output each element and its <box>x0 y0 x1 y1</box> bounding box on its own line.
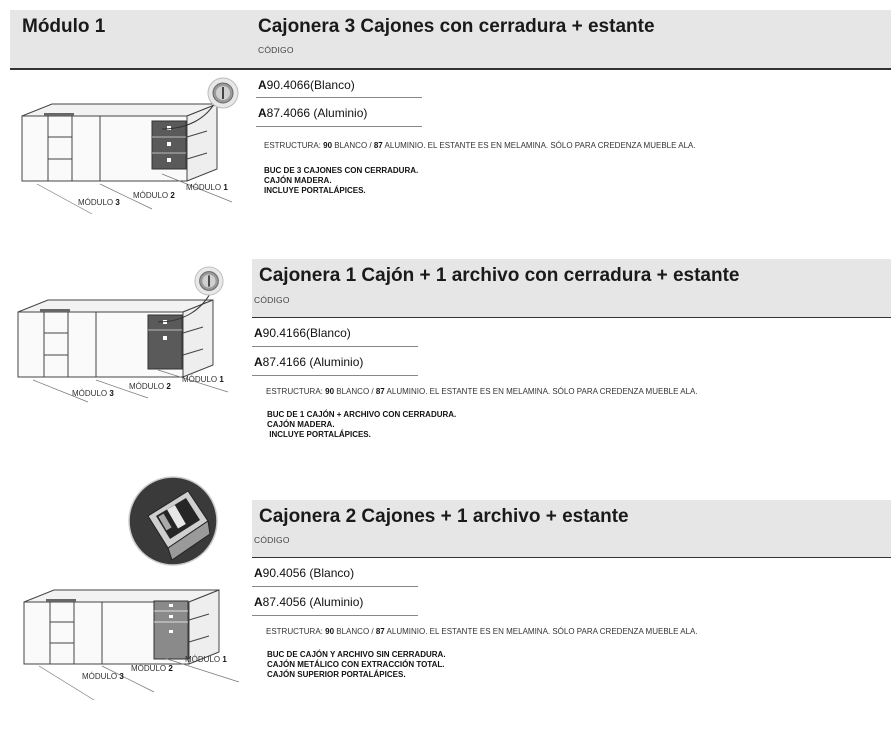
section-3-code-blanco: A90.4056 (Blanco) <box>254 566 355 580</box>
section-3-module-3-label: MÓDULO 3 <box>82 672 124 681</box>
section-2-code-blanco: A90.4166(Blanco) <box>254 326 351 340</box>
section-1-module-1-label: MÓDULO 1 <box>186 183 228 192</box>
section-3-credenza-illustration <box>14 560 254 710</box>
section-3-title: Cajonera 2 Cajones + 1 archivo + estante <box>259 506 629 527</box>
section-1-lock-icon <box>207 77 239 109</box>
section-1-title: Cajonera 3 Cajones con cerradura + estante <box>258 16 655 37</box>
section-3-code-aluminio: A87.4056 (Aluminio) <box>254 595 364 609</box>
section-2-lock-icon <box>194 266 224 296</box>
section-2-title: Cajonera 1 Cajón + 1 archivo con cerradura + estante <box>259 265 740 286</box>
section-3-description: BUC DE CAJÓN Y ARCHIVO SIN CERRADURA. CAJÓN METÁLICO CON EXTRACCIÓN TOTAL. CAJÓN SUPERIOR PORTALÁPICES. <box>267 650 446 679</box>
section-2-code-line-1 <box>252 346 418 347</box>
section-3-module-2-label: MÓDULO 2 <box>131 664 173 673</box>
module-title: Módulo 1 <box>22 16 106 37</box>
section-1-codigo-label: CÓDIGO <box>258 45 294 55</box>
section-1-code-line-1 <box>256 97 422 98</box>
section-2-code-aluminio: A87.4166 (Aluminio) <box>254 355 364 369</box>
section-1-module-2-label: MÓDULO 2 <box>133 191 175 200</box>
header-rule <box>10 68 891 70</box>
section-2-module-1-label: MÓDULO 1 <box>182 375 224 384</box>
section-2-module-3-label: MÓDULO 3 <box>72 389 114 398</box>
section-3-drawer-photo <box>128 476 218 566</box>
section-1-code-blanco: A90.4066(Blanco) <box>258 78 355 92</box>
section-1-description: BUC DE 3 CAJONES CON CERRADURA. CAJÓN MADERA. INCLUYE PORTALÁPICES. <box>264 166 419 195</box>
section-1-code-line-2 <box>256 126 422 127</box>
section-2-rule <box>252 317 891 318</box>
section-1-code-aluminio: A87.4066 (Aluminio) <box>258 106 368 120</box>
section-3-rule <box>252 557 891 558</box>
section-3-module-1-label: MÓDULO 1 <box>185 655 227 664</box>
section-2-module-2-label: MÓDULO 2 <box>129 382 171 391</box>
section-1-structure: ESTRUCTURA: 90 BLANCO / 87 ALUMINIO. EL ESTANTE ES EN MELAMINA. SÓLO PARA CREDENZA MUEBLE ALA. <box>264 141 696 150</box>
section-1-module-3-label: MÓDULO 3 <box>78 198 120 207</box>
section-2-structure: ESTRUCTURA: 90 BLANCO / 87 ALUMINIO. EL ESTANTE ES EN MELAMINA. SÓLO PARA CREDENZA MUEBLE ALA. <box>266 387 698 396</box>
section-3-codigo-label: CÓDIGO <box>254 535 290 545</box>
section-2-codigo-label: CÓDIGO <box>254 295 290 305</box>
section-2-description: BUC DE 1 CAJÓN + ARCHIVO CON CERRADURA. CAJÓN MADERA. INCLUYE PORTALÁPICES. <box>267 410 457 439</box>
section-3-structure: ESTRUCTURA: 90 BLANCO / 87 ALUMINIO. EL ESTANTE ES EN MELAMINA. SÓLO PARA CREDENZA MUEBLE ALA. <box>266 627 698 636</box>
section-2-code-line-2 <box>252 375 418 376</box>
section-3-code-line-1 <box>252 586 418 587</box>
section-3-code-line-2 <box>252 615 418 616</box>
